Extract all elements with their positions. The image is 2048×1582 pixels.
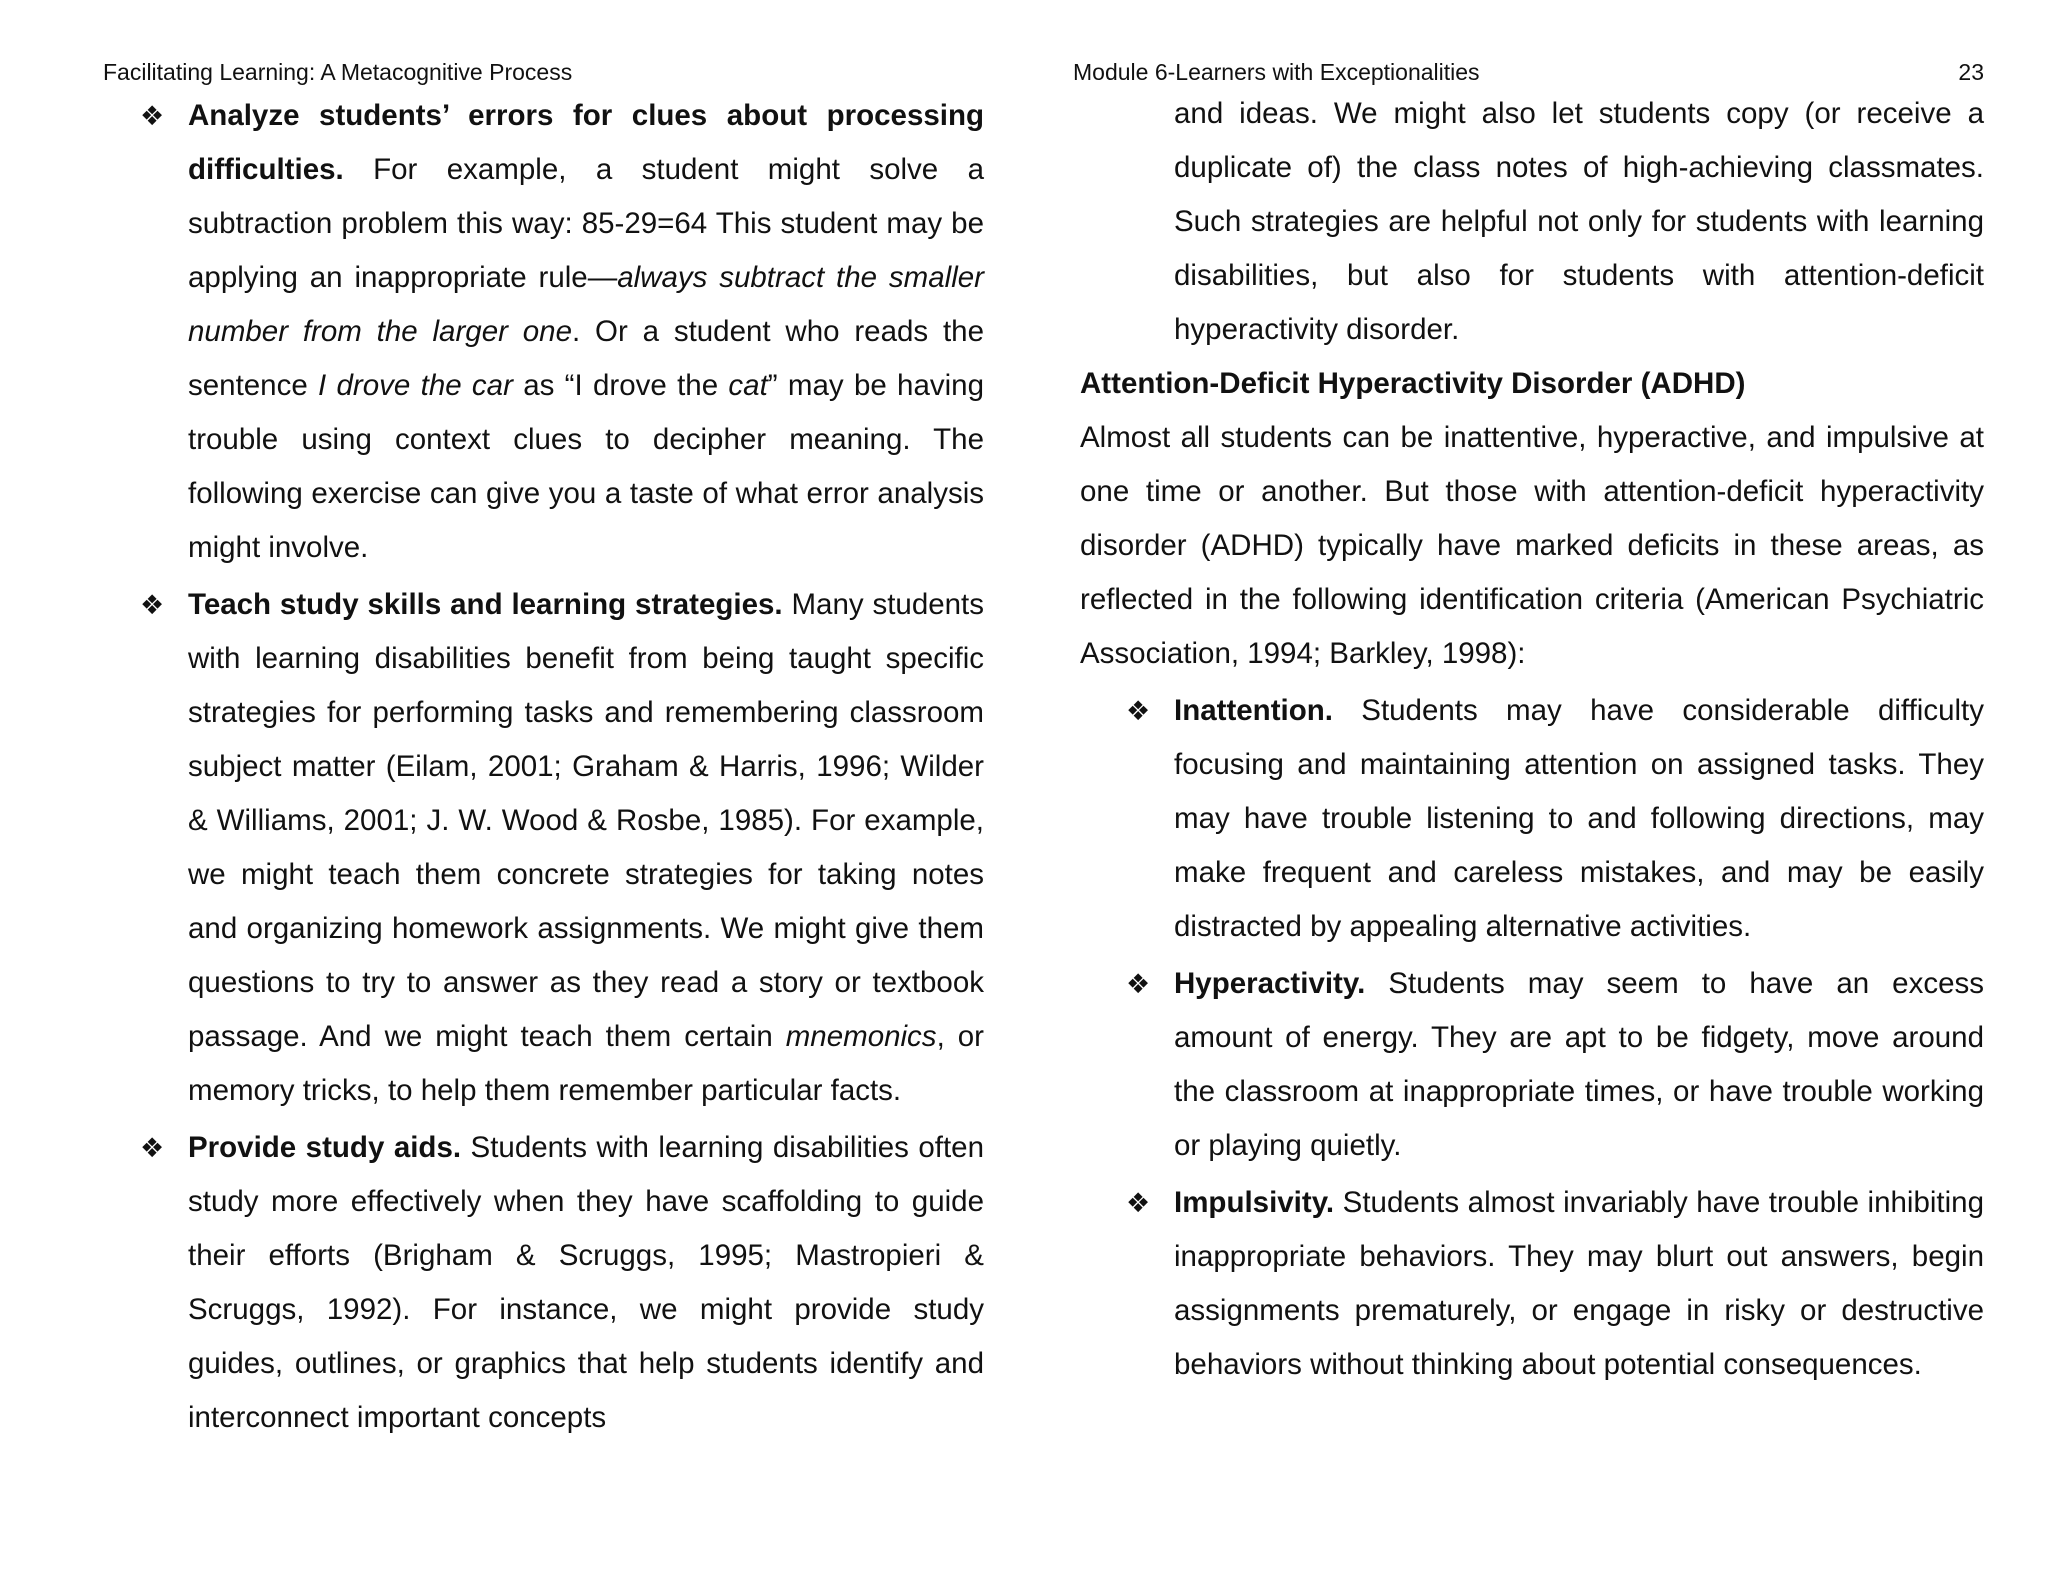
bullet-text: Students may have considerable difficulty focusing and maintaining attention on assigned tasks. They may have trouble listening to and following directions, may make frequent and careless mistakes, and may be easily distracted by appealing alternative activities. xyxy=(1174,694,1984,943)
bullet-text: For example, a student might solve a subtraction problem this way: 85-29=64 This student may be applying an inappropriate rule— xyxy=(188,153,984,294)
bullet-text: . Or a student who reads the sentence xyxy=(188,315,984,402)
running-header-left: Facilitating Learning: A Metacognitive Process xyxy=(103,59,573,85)
bullet-study-aids xyxy=(140,1121,984,1445)
left-body xyxy=(140,89,984,1448)
continued-paragraph: and ideas. We might also let students copy (or receive a duplicate of) the class notes of high-achieving classmates. Such strategies are helpful not only for students with learning disabilities, but also for students with attention-deficit hyperactivity disorder. xyxy=(1174,97,1984,346)
bullet-study-skills xyxy=(140,578,984,1118)
bullet-text: Students almost invariably have trouble inhibiting inappropriate behaviors. They may blurt out answers, begin assignments prematurely, or engage in risky or destructive behaviors without thinking about potential consequences. xyxy=(1174,1186,1984,1381)
bullet-heading: Analyze students’ errors for clues about processing difficulties. xyxy=(188,99,984,186)
section-heading: Attention-Deficit Hyperactivity Disorder (ADHD) xyxy=(1080,367,1746,400)
intro-paragraph: Almost all students can be inattentive, hyperactive, and impulsive at one time or another. But those with attention-deficit hyperactivity disorder (ADHD) typically have marked deficits in these areas, as reflected in the following identification criteria (American Psychiatric Association, 1994; Barkley, 1998): xyxy=(1080,421,1984,670)
bullet-text: Many students with learning disabilities benefit from being taught specific strategies for performing tasks and remembering classroom subject matter (Eilam, 2001; Graham & Harris, 1996; Wilder & Williams, 2001; J. W. Wood & Rosbe, 1985). For example, we might teach them concrete strategies for taking notes and organizing homework assignments. We might give them questions to try to answer as they read a story or textbook passage. And we might teach them certain xyxy=(188,588,985,1053)
italic-text: always subtract the smaller number from the larger one xyxy=(188,261,984,348)
bullet-text: as “I drove the xyxy=(512,369,729,402)
bullet-heading: Provide study aids. xyxy=(188,1131,462,1164)
italic-text: mnemonics xyxy=(785,1020,937,1053)
adhd-criteria-list xyxy=(1080,684,1984,1392)
bullet-heading: Impulsivity. xyxy=(1174,1186,1335,1219)
bullet-impulsivity xyxy=(1126,1176,1984,1392)
italic-text: cat xyxy=(728,369,768,402)
right-page xyxy=(1024,0,2048,1582)
bullet-text: ” may be having trouble using context clues to decipher meaning. The following exercise can give you a taste of what error analysis might involve. xyxy=(188,369,984,564)
bullet-text: , or memory tricks, to help them remember particular facts. xyxy=(188,1020,984,1107)
bullet-heading: Teach study skills and learning strategies. xyxy=(188,588,783,621)
diamond-bullet-icon: ❖ xyxy=(1126,1188,1151,1218)
page-number: 23 xyxy=(1958,59,1984,85)
bullet-text: Students with learning disabilities often study more effectively when they have scaffolding to guide their efforts (Brigham & Scruggs, 1995; Mastropieri & Scruggs, 1992). For instance, we might provide study guides, outlines, or graphics that help students identify and interconnect important concepts xyxy=(188,1131,984,1434)
right-body xyxy=(1080,87,1984,1395)
italic-text: I drove the car xyxy=(318,369,513,402)
bullet-inattention xyxy=(1126,684,1984,954)
bullet-heading: Inattention. xyxy=(1174,694,1333,727)
diamond-bullet-icon: ❖ xyxy=(1126,969,1151,999)
diamond-bullet-icon: ❖ xyxy=(1126,696,1151,726)
bullet-text: Students may seem to have an excess amount of energy. They are apt to be fidgety, move around the classroom at inappropriate times, or have trouble working or playing quietly. xyxy=(1174,967,1984,1162)
diamond-bullet-icon: ❖ xyxy=(140,1133,165,1163)
bullet-hyperactivity xyxy=(1126,957,1984,1173)
bullet-analyze-errors xyxy=(140,89,984,575)
bullet-heading: Hyperactivity. xyxy=(1174,967,1366,1000)
running-header-right: Module 6-Learners with Exceptionalities xyxy=(1073,59,1480,85)
diamond-bullet-icon: ❖ xyxy=(140,590,165,620)
diamond-bullet-icon: ❖ xyxy=(140,101,165,131)
